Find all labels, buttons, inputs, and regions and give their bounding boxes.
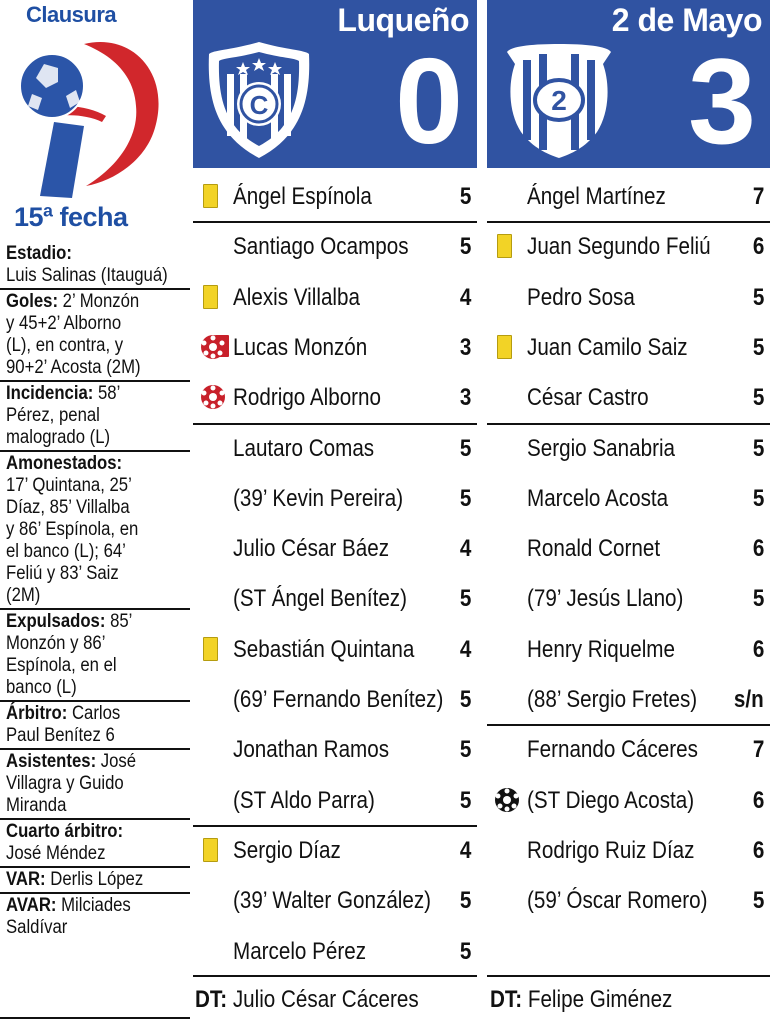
- info-block: [6, 611, 168, 699]
- away-coach-rule: [487, 975, 770, 977]
- info-text-line: Feliú y 83’ Saiz: [6, 563, 119, 584]
- info-block: [6, 895, 168, 939]
- player-row: [193, 222, 477, 272]
- player-name: Henry Riquelme: [527, 635, 675, 663]
- info-divider: [0, 608, 190, 610]
- info-text-line: 90+2’ Acosta (2M): [6, 357, 141, 378]
- info-text-line: 58’: [93, 383, 121, 404]
- player-rating: 5: [752, 333, 764, 361]
- player-name: Pedro Sosa: [527, 283, 635, 311]
- info-text-line: y 86’ Espínola, en: [6, 519, 139, 540]
- player-rating: 5: [752, 484, 764, 512]
- info-text-line: Monzón y 86’: [6, 633, 106, 654]
- player-rating: 5: [752, 585, 764, 613]
- player-rating: 6: [752, 233, 764, 261]
- player-row: [487, 373, 770, 423]
- info-text-line: 85’: [105, 611, 133, 632]
- player-name: (79’ Jesús Llano): [527, 585, 684, 613]
- home-score: 0: [395, 33, 463, 169]
- player-rating: 6: [752, 535, 764, 563]
- player-rating: 3: [459, 384, 471, 412]
- info-label: Cuarto árbitro:: [6, 821, 124, 842]
- player-rating: 6: [752, 786, 764, 814]
- info-divider: [0, 380, 190, 382]
- info-text-line: Díaz, 85’ Villalba: [6, 497, 130, 518]
- player-rating: 5: [459, 937, 471, 965]
- info-label: VAR:: [6, 869, 46, 890]
- info-divider: [0, 892, 190, 894]
- info-label: Expulsados:: [6, 611, 106, 632]
- info-block: [6, 383, 168, 449]
- home-coach-label: DT:: [195, 986, 228, 1013]
- yellow-card-icon: [497, 335, 512, 359]
- player-row: [193, 424, 477, 474]
- player-row: [487, 172, 770, 222]
- player-rating: 4: [459, 283, 471, 311]
- player-rating: 5: [459, 233, 471, 261]
- yellow-card-icon: [203, 184, 218, 208]
- info-divider: [0, 818, 190, 820]
- player-rating: 5: [459, 736, 471, 764]
- yellow-card-icon: [203, 838, 218, 862]
- match-info-sidebar: [0, 0, 190, 1021]
- player-name: Marcelo Acosta: [527, 484, 669, 512]
- away-team-crest-icon: [499, 40, 619, 160]
- home-crest-letter: C: [249, 90, 269, 120]
- info-label: Amonestados:: [6, 453, 123, 474]
- player-rating: 5: [459, 434, 471, 462]
- info-text-line: (2M): [6, 585, 41, 606]
- info-divider: [0, 748, 190, 750]
- away-team-name: 2 de Mayo: [611, 2, 762, 38]
- player-row: [487, 222, 770, 272]
- player-name: Ángel Espínola: [233, 183, 372, 210]
- player-row: [193, 574, 477, 624]
- player-rating: 4: [459, 635, 471, 663]
- yellow-card-icon: [203, 637, 218, 661]
- player-rating: 4: [459, 836, 471, 864]
- player-row: [487, 876, 770, 926]
- player-rating: 5: [459, 484, 471, 512]
- info-block: [6, 453, 168, 607]
- player-row: [487, 524, 770, 574]
- player-rating: 6: [752, 836, 764, 864]
- tournament-title: Clausura: [26, 2, 117, 27]
- yellow-card-icon: [497, 234, 512, 258]
- player-rating: s/n: [734, 686, 764, 713]
- away-coach: [490, 986, 672, 1014]
- player-name: (88’ Sergio Fretes): [527, 686, 698, 713]
- player-row: [487, 424, 770, 474]
- home-coach-name: Julio César Cáceres: [227, 986, 419, 1013]
- info-divider: [0, 700, 190, 702]
- info-block: [6, 869, 168, 891]
- player-row: [487, 725, 770, 775]
- tournament-logo-icon: [14, 36, 174, 201]
- goal-and-red-card-icon: [199, 333, 233, 361]
- info-text-line: José Méndez: [6, 843, 106, 864]
- player-row: [487, 273, 770, 323]
- player-name: (59’ Óscar Romero): [527, 887, 708, 915]
- info-text-line: 17’ Quintana, 25’: [6, 475, 132, 496]
- player-name: (ST Diego Acosta): [527, 786, 695, 814]
- info-block: [6, 243, 168, 287]
- away-team-header: [487, 0, 770, 168]
- player-name: Ronald Cornet: [527, 535, 661, 563]
- away-score: 3: [688, 33, 756, 169]
- info-text-line: Villagra y Guido: [6, 773, 124, 794]
- player-rating: 4: [459, 535, 471, 563]
- info-label: AVAR:: [6, 895, 57, 916]
- info-label: Asistentes:: [6, 751, 97, 772]
- player-row: [193, 373, 477, 423]
- player-name: Sergio Sanabria: [527, 434, 676, 462]
- info-text-line: malogrado (L): [6, 427, 111, 448]
- info-text-line: Derlis López: [45, 869, 144, 890]
- home-coach-rule: [193, 975, 477, 977]
- player-row: [193, 273, 477, 323]
- info-text-line: Espínola, en el: [6, 655, 117, 676]
- player-name: Lucas Monzón: [233, 333, 368, 361]
- player-rating: 5: [459, 786, 471, 814]
- yellow-card-icon: [203, 285, 218, 309]
- info-divider: [0, 866, 190, 868]
- info-text-line: Luis Salinas (Itauguá): [6, 265, 168, 286]
- player-row: [193, 927, 477, 977]
- player-name: Fernando Cáceres: [527, 736, 698, 764]
- player-rating: 3: [459, 333, 471, 361]
- player-row: [487, 574, 770, 624]
- player-name: (ST Ángel Benítez): [233, 585, 408, 613]
- info-divider: [0, 450, 190, 452]
- away-crest-number: 2: [551, 85, 567, 116]
- player-name: (39’ Kevin Pereira): [233, 484, 404, 512]
- info-text-line: Saldívar: [6, 917, 68, 938]
- player-name: (69’ Fernando Benítez): [233, 686, 444, 713]
- player-rating: 5: [752, 434, 764, 462]
- info-text-line: Carlos: [67, 703, 121, 724]
- player-rating: 7: [752, 736, 764, 764]
- player-rating: 5: [752, 384, 764, 412]
- player-rating: 5: [459, 686, 471, 713]
- info-text-line: banco (L): [6, 677, 77, 698]
- player-row: [487, 625, 770, 675]
- info-label: Incidencia:: [6, 383, 94, 404]
- away-coach-name: Felipe Giménez: [522, 986, 673, 1013]
- info-block: [6, 821, 168, 865]
- player-name: Rodrigo Ruiz Díaz: [527, 836, 695, 864]
- home-coach: [195, 986, 419, 1014]
- player-row: [193, 323, 477, 373]
- info-label: Árbitro:: [6, 703, 68, 724]
- info-text-line: y 45+2’ Alborno: [6, 313, 122, 334]
- home-team-header: [193, 0, 477, 168]
- tournament-round: 15ª fecha: [14, 202, 128, 232]
- player-row: [193, 524, 477, 574]
- player-row: [193, 776, 477, 826]
- player-name: Sebastián Quintana: [233, 635, 415, 663]
- player-rating: 5: [459, 585, 471, 613]
- player-name: César Castro: [527, 384, 649, 412]
- info-block: [6, 751, 168, 817]
- info-text-line: (L), en contra, y: [6, 335, 124, 356]
- player-name: Jonathan Ramos: [233, 736, 390, 764]
- player-name: Rodrigo Alborno: [233, 384, 382, 412]
- player-name: Sergio Díaz: [233, 836, 341, 864]
- info-block: [6, 291, 168, 379]
- info-text-line: Pérez, penal: [6, 405, 100, 426]
- player-rating: 7: [752, 183, 764, 210]
- player-rating: 5: [459, 887, 471, 915]
- home-team-name: Luqueño: [337, 2, 469, 38]
- player-rating: 5: [752, 887, 764, 915]
- player-row: [487, 776, 770, 826]
- player-name: Santiago Ocampos: [233, 233, 409, 261]
- player-name: (39’ Walter González): [233, 887, 432, 915]
- player-row: [193, 876, 477, 926]
- player-name: Marcelo Pérez: [233, 937, 367, 965]
- player-row: [193, 675, 477, 725]
- player-row: [193, 474, 477, 524]
- player-row: [193, 172, 477, 222]
- player-name: Alexis Villalba: [233, 283, 360, 311]
- player-name: Juan Segundo Feliú: [527, 233, 711, 261]
- player-name: Julio César Báez: [233, 535, 390, 563]
- info-divider: [0, 1017, 190, 1019]
- info-label: Goles:: [6, 291, 59, 312]
- player-row: [487, 474, 770, 524]
- player-rating: 5: [459, 183, 471, 210]
- player-name: Juan Camilo Saiz: [527, 333, 688, 361]
- player-row: [193, 625, 477, 675]
- home-team-crest-icon: [205, 40, 313, 160]
- player-rating: 6: [752, 635, 764, 663]
- player-row: [487, 323, 770, 373]
- info-text-line: José: [96, 751, 137, 772]
- info-text-line: Milciades: [56, 895, 131, 916]
- player-row: [487, 675, 770, 725]
- info-block: [6, 703, 168, 747]
- own-goal-icon: [199, 383, 233, 411]
- player-name: Lautaro Comas: [233, 434, 375, 462]
- player-rating: 5: [752, 283, 764, 311]
- info-text-line: 2’ Monzón: [58, 291, 140, 312]
- goal-icon: [493, 786, 527, 814]
- player-row: [193, 725, 477, 775]
- player-name: Ángel Martínez: [527, 183, 666, 210]
- away-coach-label: DT:: [490, 986, 523, 1013]
- info-text-line: el banco (L); 64’: [6, 541, 126, 562]
- info-label: Estadio:: [6, 243, 72, 264]
- player-name: (ST Aldo Parra): [233, 786, 375, 814]
- player-row: [193, 826, 477, 876]
- info-divider: [0, 288, 190, 290]
- info-text-line: Paul Benítez 6: [6, 725, 115, 746]
- player-row: [487, 826, 770, 876]
- info-text-line: Miranda: [6, 795, 67, 816]
